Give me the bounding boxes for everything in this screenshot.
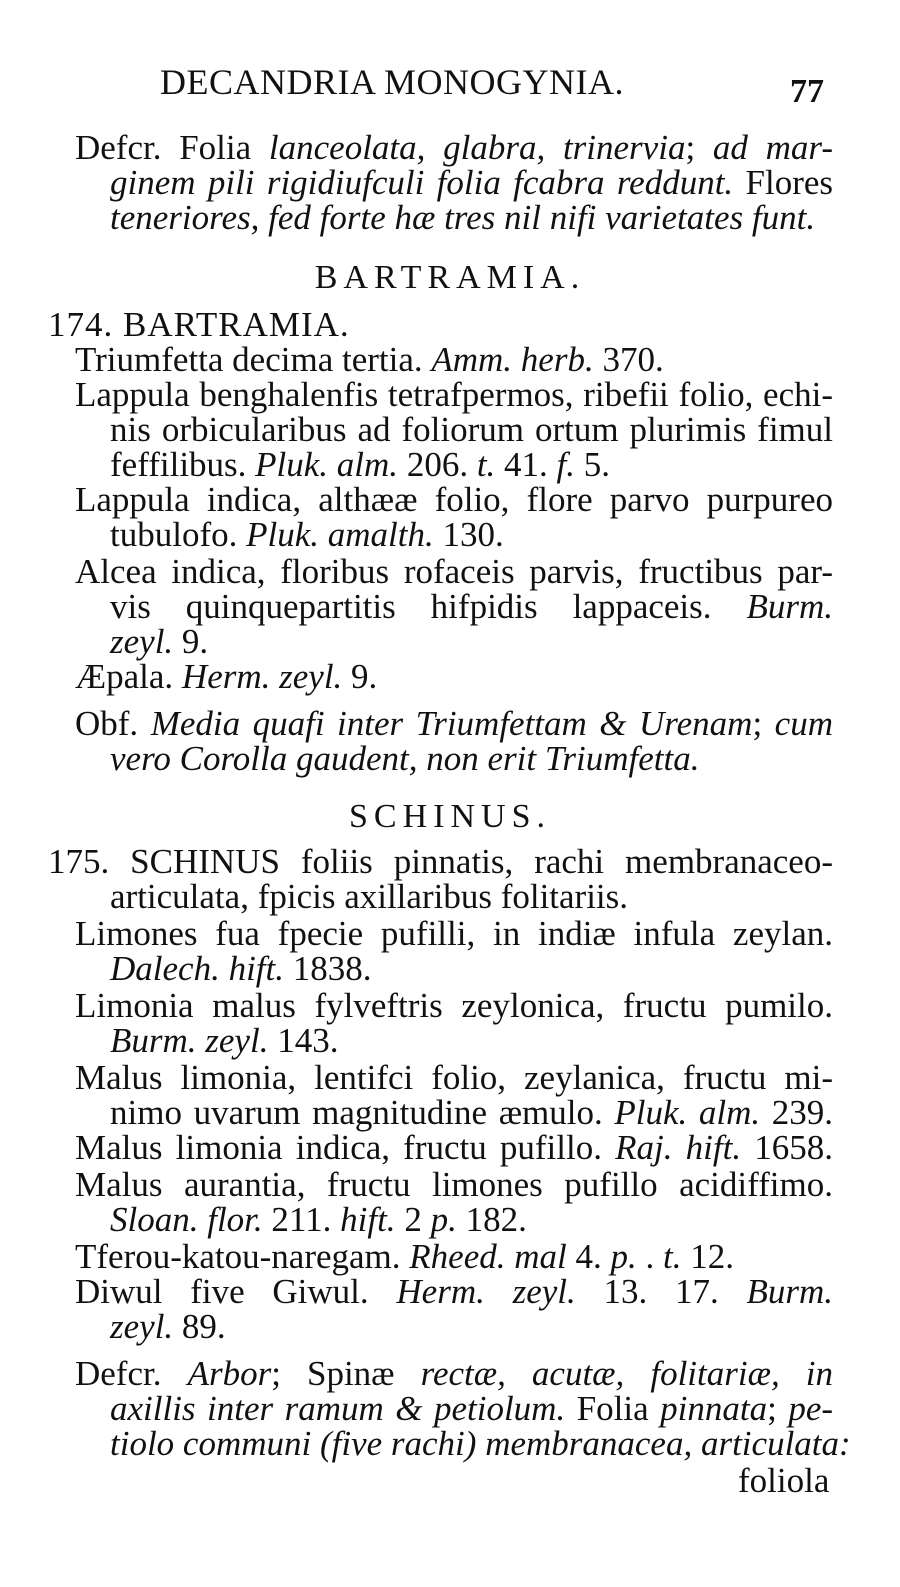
text-line: Burm. zeyl. 143.	[110, 1021, 339, 1060]
text-line: tubulofo. Pluk. amalth. 130.	[110, 515, 504, 554]
text-line: axillis inter ramum & petiolum. Folia pinnata; pe-	[110, 1389, 834, 1428]
text-line: zeyl. 89.	[110, 1307, 226, 1346]
catchword: foliola	[738, 1461, 830, 1500]
text-line: zeyl. 9.	[110, 622, 209, 661]
text-line: Æpala. Herm. zeyl. 9.	[75, 657, 378, 696]
text-line: nimo uvarum magnitudine æmulo. Pluk. alm. 239.	[110, 1093, 834, 1132]
text-line: tiolo communi (five rachi) membranacea, articulata:	[110, 1424, 851, 1463]
species-heading: 174. BARTRAMIA.	[48, 305, 350, 344]
text-line: nis orbicularibus ad foliorum ortum plurimis fimul	[110, 410, 833, 449]
text-line: Malus limonia indica, fructu pufillo. Raj. hift. 1658.	[75, 1128, 833, 1167]
text-line: Sloan. flor. 211. hift. 2 p. 182.	[110, 1200, 527, 1239]
text-line: Tferou-katou-naregam. Rheed. mal 4. p. . t. 12.	[75, 1237, 734, 1276]
text-line: Alcea indica, floribus rofaceis parvis, fructibus par-	[75, 552, 833, 591]
text-line: vis quinquepartitis hifpidis lappaceis. Burm.	[110, 587, 833, 626]
text-line: Diwul five Giwul. Herm. zeyl. 13. 17. Burm.	[75, 1272, 834, 1311]
text-line: Dalech. hift. 1838.	[110, 949, 372, 988]
text-line: Malus limonia, lentifci folio, zeylanica, fructu mi-	[75, 1058, 833, 1097]
page-number: 77	[790, 73, 824, 110]
section-heading: SCHINUS.	[349, 798, 551, 835]
text-line: ginem pili rigidiufculi folia fcabra reddunt. Flores	[110, 163, 834, 202]
text-line: Limones fua fpecie pufilli, in indiæ infula zeylan.	[75, 914, 833, 953]
text-line: Lappula indica, althææ folio, flore parvo purpureo	[75, 480, 833, 519]
text-line: articulata, fpicis axillaribus folitariis.	[110, 877, 629, 916]
text-line: Malus aurantia, fructu limones pufillo acidiffimo.	[75, 1165, 833, 1204]
text-line: vero Corolla gaudent, non erit Triumfetta.	[110, 739, 700, 778]
text-line: Defcr. Arbor; Spinæ rectæ, acutæ, folitariæ, in	[75, 1354, 833, 1393]
text-line: Triumfetta decima tertia. Amm. herb. 370.	[75, 340, 664, 379]
text-line: feffilibus. Pluk. alm. 206. t. 41. f. 5.	[110, 445, 611, 484]
running-title: DECANDRIA MONOGYNIA.	[160, 62, 624, 102]
text-line: Defcr. Folia lanceolata, glabra, trinervia; ad mar-	[75, 128, 834, 167]
section-heading: BARTRAMIA.	[314, 259, 586, 296]
text-line: teneriores, fed forte hæ tres nil nifi varietates funt.	[110, 198, 816, 237]
text-line: Limonia malus fylveftris zeylonica, fructu pumilo.	[75, 986, 833, 1025]
species-heading: 175. SCHINUS foliis pinnatis, rachi membranaceo-	[48, 842, 833, 881]
text-line: Obf. Media quafi inter Triumfettam & Urenam; cum	[75, 704, 833, 743]
text-line: Lappula benghalenfis tetrafpermos, ribefii folio, echi-	[75, 375, 833, 414]
